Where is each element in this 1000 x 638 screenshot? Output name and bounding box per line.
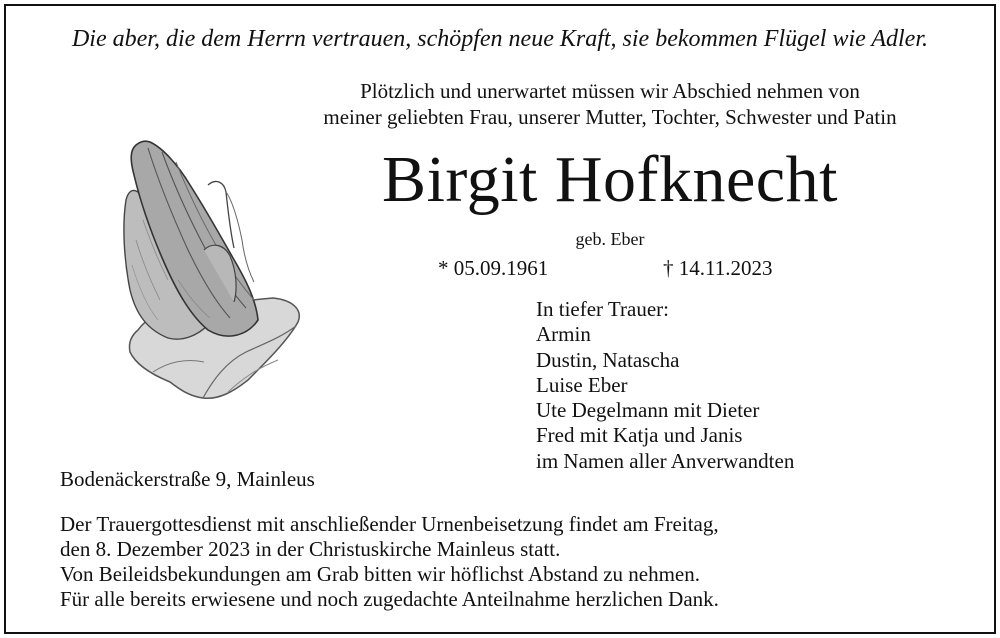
deceased-name: Birgit Hofknecht — [382, 143, 838, 216]
mourner-name: Armin — [536, 322, 591, 347]
mourner-name: Dustin, Natascha — [536, 347, 680, 372]
mourners-heading: In tiefer Trauer: — [536, 297, 669, 321]
family-address: Bodenäckerstraße 9, Mainleus — [60, 467, 315, 491]
notice-line-4: Für alle bereits erwiesene und noch zugedachte Anteilnahme herzlichen Dank. — [60, 587, 719, 611]
notice-line-2: den 8. Dezember 2023 in der Christuskirche Mainleus statt. — [60, 537, 561, 561]
notice-line-3: Von Beileidsbekundungen am Grab bitten wir höflichst Abstand zu nehmen. — [60, 562, 700, 586]
mourner-name: Ute Degelmann mit Dieter — [536, 398, 760, 423]
death-date: † 14.11.2023 — [663, 256, 773, 280]
bible-verse: Die aber, die dem Herrn vertrauen, schöpfen neue Kraft, sie bekommen Flügel wie Adler. — [71, 26, 929, 52]
praying-hands-icon — [108, 130, 308, 410]
mourner-name: im Namen aller Anverwandten — [536, 448, 795, 473]
intro-line-1: Plötzlich und unerwartet müssen wir Abschied nehmen von — [360, 79, 860, 103]
mourner-name: Fred mit Katja und Janis — [536, 423, 743, 448]
maiden-name: geb. Eber — [575, 229, 645, 249]
funeral-notice — [60, 512, 719, 612]
intro-line-2: meiner geliebten Frau, unserer Mutter, Tochter, Schwester und Patin — [323, 105, 897, 129]
notice-line-1: Der Trauergottesdienst mit anschließender Urnenbeisetzung findet am Freitag, — [60, 512, 719, 536]
mourners-list — [536, 297, 794, 474]
mourner-name: Luise Eber — [536, 372, 628, 397]
intro-text — [280, 78, 940, 130]
birth-date: * 05.09.1961 — [438, 256, 549, 280]
